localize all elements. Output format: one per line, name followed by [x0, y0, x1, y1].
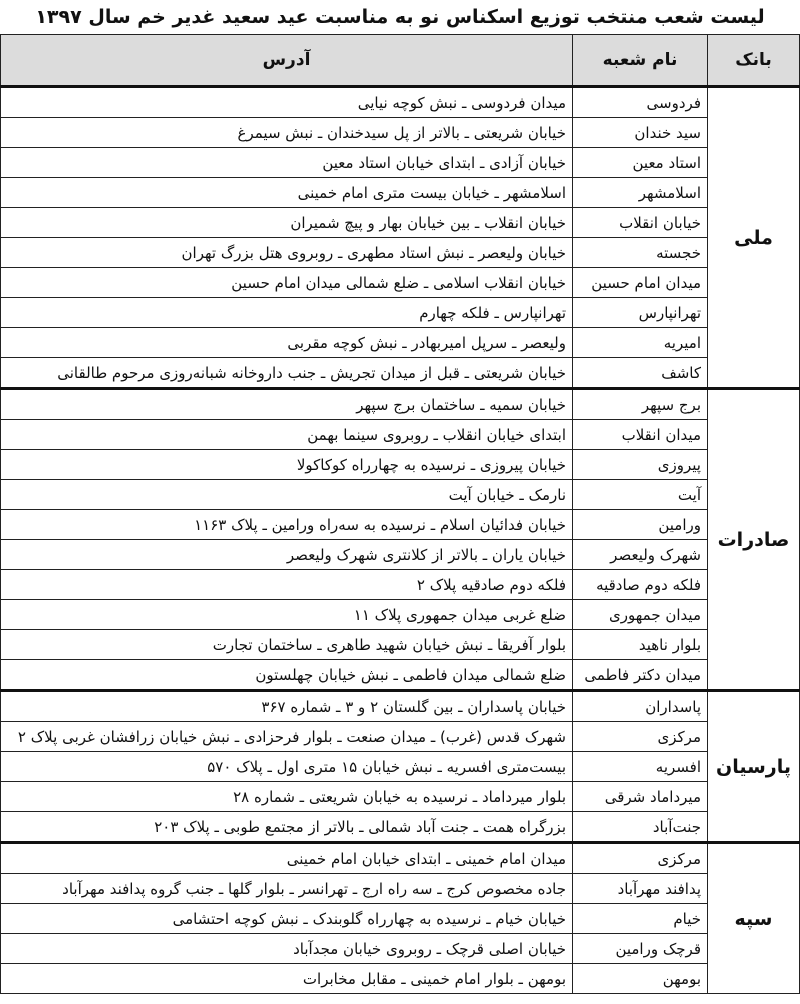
branch-address: فلکه دوم صادقیه پلاک ۲ — [1, 570, 573, 600]
branch-name: فردوسی — [573, 87, 708, 118]
branch-name: تهرانپارس — [573, 298, 708, 328]
table-row — [1, 874, 800, 904]
branch-name: جنت‌آباد — [573, 812, 708, 843]
branch-address: تهرانپارس ـ فلکه چهارم — [1, 298, 573, 328]
table-row — [1, 904, 800, 934]
branch-address: خیابان انقلاب ـ بین خیابان بهار و پیچ شمیران — [1, 208, 573, 238]
branch-table — [0, 34, 800, 994]
table-row — [1, 450, 800, 480]
branch-address: بومهن ـ بلوار امام خمینی ـ مقابل مخابرات — [1, 964, 573, 994]
branch-name: فلکه دوم صادقیه — [573, 570, 708, 600]
table-row — [1, 118, 800, 148]
branch-address: خیابان یاران ـ بالاتر از کلانتری شهرک ولیعصر — [1, 540, 573, 570]
bank-name: ملی — [708, 87, 800, 389]
table-row — [1, 691, 800, 722]
branch-name: بومهن — [573, 964, 708, 994]
branch-address: بزرگراه همت ـ جنت آباد شمالی ـ بالاتر از مجتمع طوبی ـ پلاک ۲۰۳ — [1, 812, 573, 843]
table-row — [1, 420, 800, 450]
branch-name: مرکزی — [573, 843, 708, 874]
table-row — [1, 752, 800, 782]
table-row — [1, 87, 800, 118]
table-row — [1, 510, 800, 540]
branch-address: خیابان پیروزی ـ نرسیده به چهارراه کوکاکولا — [1, 450, 573, 480]
table-row — [1, 540, 800, 570]
table-row — [1, 843, 800, 874]
branch-address: خیابان آزادی ـ ابتدای خیابان استاد معین — [1, 148, 573, 178]
branch-name: شهرک ولیعصر — [573, 540, 708, 570]
branch-name: مرکزی — [573, 722, 708, 752]
table-row — [1, 782, 800, 812]
branch-name: استاد معین — [573, 148, 708, 178]
branch-name: پدافند مهرآباد — [573, 874, 708, 904]
branch-address: خیابان اصلی قرچک ـ روبروی خیابان مجدآباد — [1, 934, 573, 964]
header-branch: نام شعبه — [573, 35, 708, 87]
bank-name: پارسیان — [708, 691, 800, 843]
branch-name: خیابان انقلاب — [573, 208, 708, 238]
branch-address: اسلامشهر ـ خیابان بیست متری امام خمینی — [1, 178, 573, 208]
document-title: لیست شعب منتخب توزیع اسکناس نو به مناسبت عید سعید غدیر خم سال ۱۳۹۷ — [35, 6, 765, 28]
table-row — [1, 208, 800, 238]
bank-name: سپه — [708, 843, 800, 994]
table-row — [1, 358, 800, 389]
branch-name: میدان دکتر فاطمی — [573, 660, 708, 691]
table-row — [1, 812, 800, 843]
branch-name: پیروزی — [573, 450, 708, 480]
branch-address: بلوار آفریقا ـ نبش خیابان شهید طاهری ـ ساختمان تجارت — [1, 630, 573, 660]
branch-address: خیابان خیام ـ نرسیده به چهارراه گلوبندک ـ نبش کوچه احتشامی — [1, 904, 573, 934]
branch-address: بیست‌متری افسریه ـ نبش خیابان ۱۵ متری اول ـ پلاک ۵۷۰ — [1, 752, 573, 782]
table-row — [1, 328, 800, 358]
branch-name: خیام — [573, 904, 708, 934]
table-row — [1, 238, 800, 268]
table-row — [1, 389, 800, 420]
table-row — [1, 722, 800, 752]
branch-name: قرچک ورامین — [573, 934, 708, 964]
table-header-row — [1, 35, 800, 87]
branch-name: بلوار ناهید — [573, 630, 708, 660]
header-bank: بانک — [708, 35, 800, 87]
branch-name: میدان جمهوری — [573, 600, 708, 630]
branch-address: نارمک ـ خیابان آیت — [1, 480, 573, 510]
branch-name: خجسته — [573, 238, 708, 268]
branch-address: ولیعصر ـ سرپل امیربهادر ـ نبش کوچه مقربی — [1, 328, 573, 358]
branch-name: میرداماد شرقی — [573, 782, 708, 812]
branch-address: میدان امام خمینی ـ ابتدای خیابان امام خمینی — [1, 843, 573, 874]
table-row — [1, 630, 800, 660]
branch-address: ابتدای خیابان انقلاب ـ روبروی سینما بهمن — [1, 420, 573, 450]
table-row — [1, 480, 800, 510]
table-row — [1, 570, 800, 600]
branch-name: سید خندان — [573, 118, 708, 148]
table-row — [1, 268, 800, 298]
branch-name: پاسداران — [573, 691, 708, 722]
branch-name: اسلامشهر — [573, 178, 708, 208]
branch-address: ضلع غربی میدان جمهوری پلاک ۱۱ — [1, 600, 573, 630]
branch-address: خیابان ولیعصر ـ نبش استاد مطهری ـ روبروی هتل بزرگ تهران — [1, 238, 573, 268]
table-row — [1, 934, 800, 964]
branch-address: خیابان شریعتی ـ بالاتر از پل سیدخندان ـ نبش سیمرغ — [1, 118, 573, 148]
header-address: آدرس — [1, 35, 573, 87]
branch-name: برج سپهر — [573, 389, 708, 420]
branch-address: خیابان انقلاب اسلامی ـ ضلع شمالی میدان امام حسین — [1, 268, 573, 298]
branch-address: خیابان پاسداران ـ بین گلستان ۲ و ۳ ـ شماره ۳۶۷ — [1, 691, 573, 722]
branch-name: میدان امام حسین — [573, 268, 708, 298]
branch-name: میدان انقلاب — [573, 420, 708, 450]
branch-name: افسریه — [573, 752, 708, 782]
branch-address: ضلع شمالی میدان فاطمی ـ نبش خیابان چهلستون — [1, 660, 573, 691]
branch-address: جاده مخصوص کرج ـ سه راه ارج ـ تهرانسر ـ بلوار گلها ـ جنب گروه پدافند مهرآباد — [1, 874, 573, 904]
branch-address: شهرک قدس (غرب) ـ میدان صنعت ـ بلوار فرحزادی ـ نبش خیابان زرافشان غربی پلاک ۲ — [1, 722, 573, 752]
table-row — [1, 148, 800, 178]
branch-name: ورامین — [573, 510, 708, 540]
bank-name: صادرات — [708, 389, 800, 691]
table-row — [1, 298, 800, 328]
branch-name: کاشف — [573, 358, 708, 389]
branch-address: خیابان سمیه ـ ساختمان برج سپهر — [1, 389, 573, 420]
table-row — [1, 964, 800, 994]
branch-name: آیت — [573, 480, 708, 510]
table-row — [1, 660, 800, 691]
branch-address: خیابان فدائیان اسلام ـ نرسیده به سه‌راه ورامین ـ پلاک ۱۱۶۳ — [1, 510, 573, 540]
branch-name: امیریه — [573, 328, 708, 358]
branch-address: خیابان شریعتی ـ قبل از میدان تجریش ـ جنب داروخانه شبانه‌روزی مرحوم طالقانی — [1, 358, 573, 389]
table-body — [1, 87, 800, 994]
table-row — [1, 600, 800, 630]
table-row — [1, 178, 800, 208]
branch-address: بلوار میرداماد ـ نرسیده به خیابان شریعتی ـ شماره ۲۸ — [1, 782, 573, 812]
branch-address: میدان فردوسی ـ نبش کوچه نیایی — [1, 87, 573, 118]
